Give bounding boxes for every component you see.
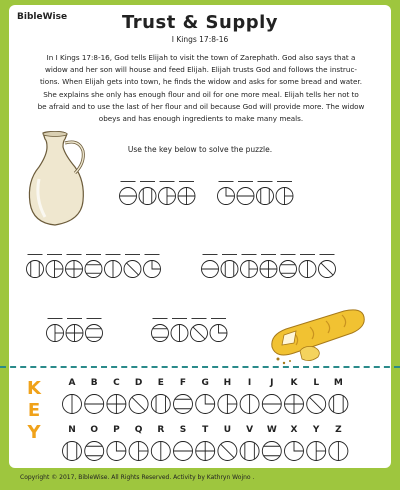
key-letter: Z xyxy=(335,425,342,435)
key-letter: E xyxy=(157,378,164,388)
cipher-symbol xyxy=(139,182,156,205)
key-letter: A xyxy=(68,378,76,388)
cipher-symbol xyxy=(240,395,259,414)
cipher-symbol xyxy=(107,442,126,461)
cipher-symbol xyxy=(85,442,104,461)
cipher-symbol xyxy=(240,442,259,461)
instruction-text: Use the key below to solve the puzzle. xyxy=(127,145,273,154)
key-letter: F xyxy=(179,378,187,388)
key-label xyxy=(24,378,44,444)
key-label-letter: E xyxy=(27,400,41,421)
cipher-symbol xyxy=(86,319,103,342)
key-letter: T xyxy=(202,425,209,435)
cipher-symbol xyxy=(285,395,304,414)
key-letter: S xyxy=(179,425,187,435)
brand-logo: BibleWise xyxy=(17,12,68,22)
cipher-symbol xyxy=(174,442,193,461)
cipher-symbol xyxy=(218,442,237,461)
cipher-symbol xyxy=(319,255,336,278)
key-letter: J xyxy=(270,378,274,388)
cipher-symbol xyxy=(276,182,293,205)
cipher-symbol xyxy=(218,182,235,205)
key-letter: O xyxy=(90,425,99,435)
cipher-symbol xyxy=(151,395,170,414)
cipher-symbol xyxy=(191,319,208,342)
key-letter: H xyxy=(223,378,232,388)
cipher-symbol xyxy=(307,442,326,461)
cipher-symbol xyxy=(85,255,102,278)
key-letter: C xyxy=(113,378,120,388)
cipher-symbol xyxy=(124,255,141,278)
key-letter: W xyxy=(266,425,277,435)
key-divider xyxy=(0,366,400,368)
cipher-symbol xyxy=(178,182,195,205)
key-letter: Y xyxy=(312,425,320,435)
cipher-symbol xyxy=(299,255,316,278)
story-line: widow and her son will house and feed Elijah. Elijah trusts God and follows the instruc- xyxy=(44,65,357,75)
cipher-symbol xyxy=(307,395,326,414)
cipher-symbol xyxy=(159,182,176,205)
cipher-symbol xyxy=(66,255,83,278)
key-letter: L xyxy=(313,378,320,388)
cipher-symbol xyxy=(196,395,215,414)
cipher-symbol xyxy=(63,442,82,461)
cipher-symbol xyxy=(218,395,237,414)
key-label-letter: K xyxy=(27,378,41,399)
cipher-symbol xyxy=(120,182,137,205)
key-letter: I xyxy=(247,378,252,388)
cipher-symbol xyxy=(105,255,122,278)
key-letter: M xyxy=(333,378,343,388)
key-letter: V xyxy=(246,425,254,435)
page-title: Trust & Supply xyxy=(122,12,278,33)
cipher-symbol xyxy=(241,255,258,278)
key-letter: K xyxy=(290,378,298,388)
key-letter: N xyxy=(68,425,76,435)
key-label-letter: Y xyxy=(27,422,41,443)
cipher-symbol xyxy=(27,255,44,278)
cipher-symbol xyxy=(129,442,148,461)
cipher-symbol xyxy=(174,395,193,414)
cipher-symbol xyxy=(47,319,64,342)
key-letter: B xyxy=(90,378,98,388)
key-letter: G xyxy=(201,378,209,388)
copyright-text: Copyright © 2017, BibleWise. All Rights Reserved. Activity by Kathryn Wojno . xyxy=(20,474,255,481)
story-line: obeys and has enough ingredients to make many meals. xyxy=(98,114,304,124)
cipher-symbol xyxy=(46,255,63,278)
cipher-symbol xyxy=(152,319,169,342)
cipher-symbol xyxy=(171,319,188,342)
cipher-symbol xyxy=(237,182,254,205)
cipher-symbol xyxy=(66,319,83,342)
cipher-symbol xyxy=(144,255,161,278)
cipher-symbol xyxy=(257,182,274,205)
cipher-symbol xyxy=(221,255,238,278)
cipher-symbol xyxy=(196,442,215,461)
story-line: be afraid and to use the last of her flour and oil because God will provide more. The widow xyxy=(37,101,365,111)
cipher-symbol xyxy=(262,442,281,461)
cipher-symbol xyxy=(107,395,126,414)
story-line: tions. When Elijah gets into town, he finds the widow and asks for some bread and water. xyxy=(39,77,362,87)
cipher-symbol xyxy=(85,395,104,414)
key-letter: P xyxy=(113,425,120,435)
cipher-symbol xyxy=(129,395,148,414)
scripture-reference: I Kings 17:8-16 xyxy=(171,35,229,44)
cipher-symbol xyxy=(285,442,304,461)
cipher-symbol xyxy=(210,319,227,342)
cipher-symbol xyxy=(329,442,348,461)
key-letter: X xyxy=(290,425,298,435)
cipher-symbol xyxy=(260,255,277,278)
key-letter: R xyxy=(157,425,165,435)
cipher-symbol xyxy=(280,255,297,278)
story-line: She explains she only has enough flour and oil for one more meal. Elijah tells her not to xyxy=(43,89,359,99)
cipher-symbol xyxy=(202,255,219,278)
key-letter: Q xyxy=(134,425,143,435)
key-letter: U xyxy=(223,425,232,435)
story-line: In I Kings 17:8-16, God tells Elijah to visit the town of Zarephath. God also says that a xyxy=(46,53,356,62)
key-letter: D xyxy=(134,378,143,388)
cipher-symbol xyxy=(151,442,170,461)
cipher-symbol xyxy=(262,395,281,414)
cipher-symbol xyxy=(63,395,82,414)
cipher-symbol xyxy=(329,395,348,414)
